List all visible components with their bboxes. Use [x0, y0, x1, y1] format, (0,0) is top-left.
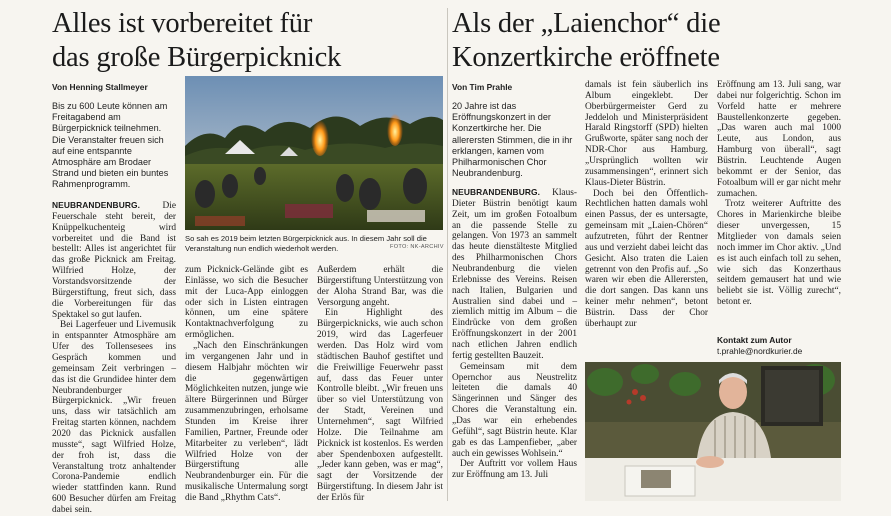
right-column-1-paragraph-2: Gemeinsam mit dem Opernchor aus Neustrelitz leiteten die damals 40 Sängerinnen und Sänger des Chores die Veranstaltung ein. „Das war ein erhebendes Gefühl“, sagt Büstrin heute. Klar gab es das Lampenfieber, „aber auch ein gewisses Wohlsein.“ — [452, 361, 577, 459]
right-headline-line-2: Konzertkirche eröffnete — [452, 42, 720, 73]
left-headline — [52, 7, 447, 75]
right-column-1-paragraph-1 — [452, 187, 577, 362]
left-article-column-3 — [317, 265, 443, 504]
right-column-3-paragraph-2: Trotz weiterer Auftritte des Chores in Marienkirche bleibe dieser unvergessen, 15 Mitglieder von damals seien noch immer im Chor aktiv. „Und es ist auch einfach toll zu sehen, wie sich das Konzerthaus seitdem gemausert hat und wie beliebt sie ist. Völlig zurecht“, betont er. — [717, 199, 841, 308]
right-headline — [452, 7, 882, 75]
right-article-column-2 — [585, 80, 708, 356]
right-dateline: NEUBRANDENBURG. — [452, 187, 541, 197]
author-contact-email[interactable]: t.prahle@nordkurier.de — [717, 346, 803, 356]
left-column-1-text-1: Die Feuerschale steht bereit, der Knüppelkuchenteig wird vorbereitet und die Band ist bestellt: Alles ist angerichtet für das große Picknick am Freitag. Wilfried Holze, der Vorstandsvorsitzende der Bürgerstiftung, freut sich, dass die Vorbereitungen für das Spektakel so gut laufen. — [52, 201, 176, 320]
left-headline-line-1: Alles ist vorbereitet für — [52, 8, 313, 39]
right-article-column-3 — [717, 80, 841, 326]
choir-member-photo-illustration — [585, 362, 841, 501]
left-photo-credit: FOTO: NK-ARCHIV — [390, 244, 444, 250]
left-column-1-paragraph-1 — [52, 200, 176, 320]
choir-member-photo — [585, 362, 841, 501]
right-column-1-paragraph-3: Der Auftritt vor vollem Haus zur Eröffnung am 13. Juli — [452, 459, 577, 481]
right-article-column-1 — [452, 187, 577, 501]
left-column-2-paragraph-2: „Nach den Einschränkungen im vergangenen Jahr und in diesem Halbjahr möchten wir die gegenwärtigen Möglichkeiten nutzen, junge wie ältere Bürgerinnen und Bürger zusammenzubringen, erholsame Stunden im Kreise ihrer Familien, Partner, Freunde oder Mitarbeiter zu verleben“, lädt Wilfried Holze von der Bürgerstiftung alle Neubrandenburger ein. Für die musikalische Untermalung sorgt die Band „Rhythm Cats“. — [185, 341, 308, 504]
right-teaser: 20 Jahre ist das Eröffnungskonzert in der Konzertkirche her. Die allerersten Stimmen, die in ihr erklangen, kamen vom Philharmonischen Chor Neubrandenburg. — [452, 101, 573, 179]
right-column-3-paragraph-1: Eröffnung am 13. Juli sang, war dabei nur folgerichtig. Schon im Vorfeld hatte er mehrere Baustellenkonzerte gegeben. „Das waren auch mal 1000 Leute, aus London, aus Hamburg von überall“, sagt Büstrin. Leuchtende Augen bekommt er der Senior, das Fotoalbum will er gar nicht mehr zumachen. — [717, 80, 841, 199]
right-column-2-paragraph-2: Doch bei den Öffentlich-Rechtlichen hatten damals wohl einen Passus, der es untersagte, gemeinsam mit „Laien-Chören“ aufzutreten, führt der Rentner aus und verzieht dabei leicht das Gesicht. Also traten die Laien getrennt von den Profis auf. „So waren wir eben die Allerersten, die dort sangen. Das kann uns keiner mehr nehmen“, betont Büstrin. Dass der Chor überhaupt zur — [585, 188, 708, 329]
author-contact-label: Kontakt zum Autor — [717, 335, 792, 345]
left-column-3-paragraph-1: Außerdem erhält die Bürgerstiftung Unterstützung von der Aloha Strand Bar, was die Versorgung angeht. — [317, 265, 443, 308]
picnic-photo — [185, 76, 443, 230]
right-byline: Von Tim Prahle — [452, 82, 513, 92]
left-headline-line-2: das große Bürgerpicknick — [52, 42, 342, 73]
picnic-photo-illustration — [185, 76, 443, 230]
article-divider — [447, 8, 448, 501]
right-headline-line-1: Als der „Laienchor“ die — [452, 8, 721, 39]
left-byline: Von Henning Stallmeyer — [52, 82, 148, 92]
right-column-2-paragraph-1: damals ist fein säuberlich ins Album eingeklebt. Der Oberbürgermeister Gerd zu Jeddeloh und Ministerpräsident Harald Ringstorff (SPD) hielten Grußworte, später sang noch der NDR-Chor aus Hamburg. „Ursprünglich wollten wir zusammensingen“, erinnert sich Klaus-Dieter Büstrin. — [585, 80, 708, 188]
left-dateline: NEUBRANDENBURG. — [52, 200, 141, 210]
left-teaser: Bis zu 600 Leute können am Freitagabend am Bürgerpicknick teilnehmen. Die Veranstalter freuen sich auf eine entspannte Atmosphäre am Brodaer Strand und bieten ein buntes Rahmenprogramm. — [52, 101, 169, 190]
left-article-column-1 — [52, 200, 176, 516]
right-column-1-text-1: Klaus-Dieter Büstrin benötigt kaum Zeit, um im großen Fotoalbum an die passende Stelle zu gelangen. Von 1973 an sammelt das heute dienstälteste Mitglied des Philharmonischen Chors Neubrandenburg die vielen Erlebnisse des Vereins. Reisen nach Italien, Bulgarien und Australien sind dabei und – ziemlich mittig im Album – die Eindrücke von dem großen Eröffnungskonzert in der 2001 nach etlichen Jahren endlich fertig gestellten Bauzeit. — [452, 188, 577, 361]
left-photo-caption: So sah es 2019 beim letzten Bürgerpicknick aus. In diesem Jahr soll die Veranstaltung nun endlich wiederholt werden. — [185, 234, 427, 253]
left-column-2-paragraph-1: zum Picknick-Gelände gibt es Einlässe, wo sich die Besucher mit der Luca-App einloggen oder sich in Listen eintragen können, um eine spätere Kontaktnachverfolgung zu ermöglichen. — [185, 265, 308, 341]
left-article-column-2 — [185, 265, 308, 504]
left-column-3-paragraph-2: Ein Highlight des Bürgerpicknicks, wie auch schon 2019, wird das Lagerfeuer werden. Das Holz wird vom städtischen Bauhof gestiftet und die Freiwillige Feuerwehr passt auf, dass das Feuer unter Kontrolle bleibt. „Wir freuen uns über so viel Unterstützung von der Stadt, Vereinen und Unternehmen“, sagt Wilfried Holze. Die Teilnahme am Picknick ist kostenlos. Es werden aber Spendenboxen aufgestellt. „Jeder kann geben, was er mag“, sagt der Vorsitzende der Bürgerstiftung. In diesem Jahr ist der Erlös für — [317, 308, 443, 504]
left-column-1-paragraph-2: Bei Lagerfeuer und Livemusik in entspannter Atmosphäre am Ufer des Tollensesees ins Gespräch kommen und gemeinsam Zeit verbringen – das ist die Grundidee hinter dem Neubrandenburger Bürgerpicknick. „Wir freuen uns, dass wir tatsächlich am Freitag starten können, nachdem 2020 das Picknick ausfallen musste“, sagt Wilfried Holze, der froh ist, dass die Veranstaltung trotz anhaltender Corona-Pandemie endlich wieder stattfinden kann. Rund 600 Besucher dürfen am Freitag dabei sein. — [52, 320, 176, 516]
